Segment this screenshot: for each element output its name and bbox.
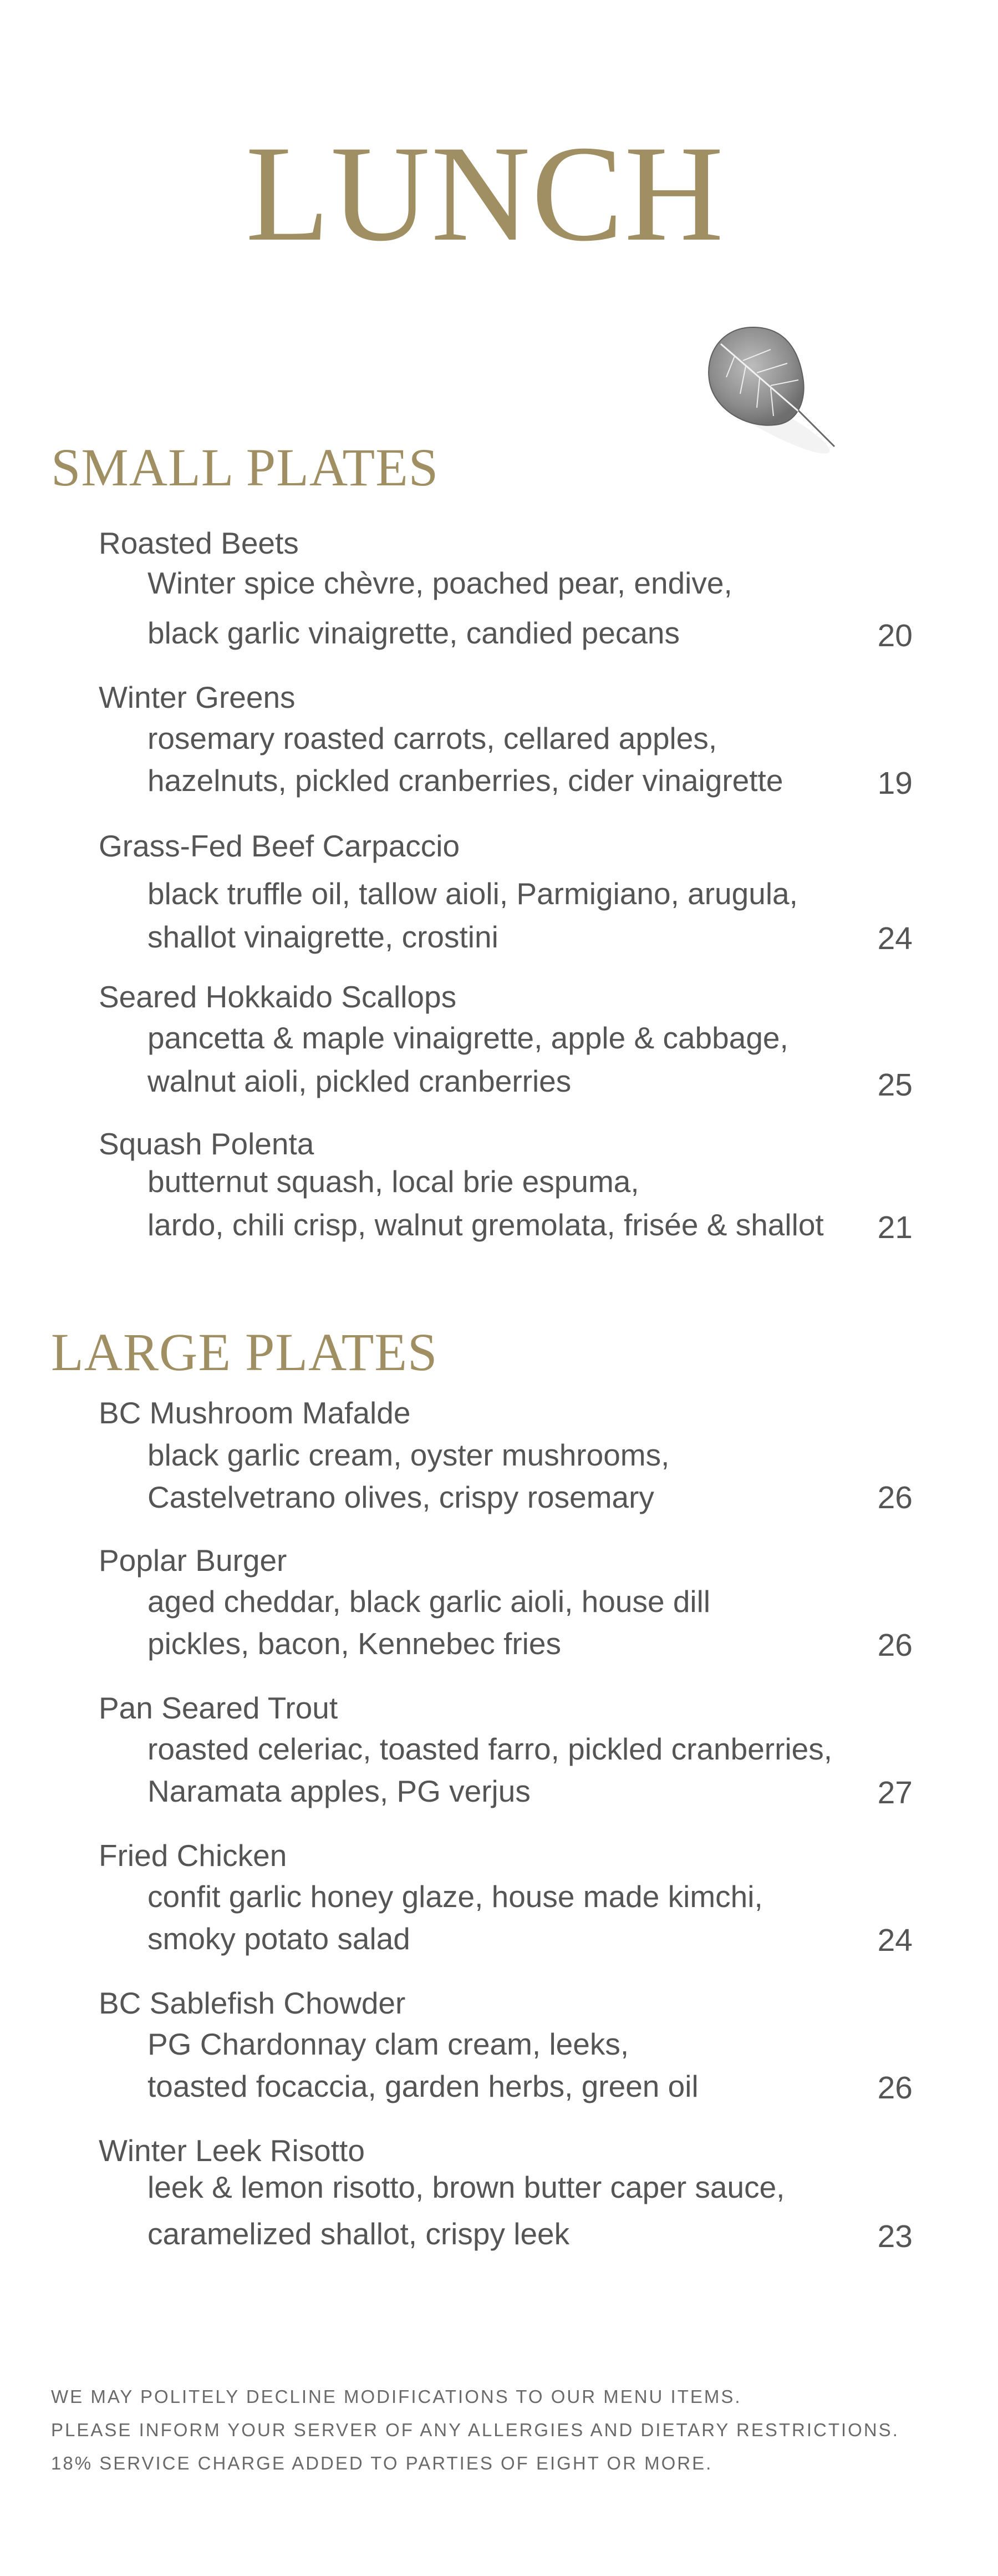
menu-item-description: confit garlic honey glaze, house made kimchi,	[147, 1879, 763, 1914]
menu-item-price: 26	[877, 2070, 913, 2106]
menu-item	[99, 982, 925, 1120]
menu-item-price: 26	[877, 1627, 913, 1663]
menu-item-description: hazelnuts, pickled cranberries, cider vinaigrette	[147, 763, 783, 798]
menu-item-name: Seared Hokkaido Scallops	[99, 980, 457, 1014]
section-heading-large-plates: LARGE PLATES	[51, 1322, 438, 1382]
menu-item-description: black garlic cream, oyster mushrooms,	[147, 1438, 670, 1472]
menu-item-name: Winter Leek Risotto	[99, 2133, 365, 2168]
menu-item-price: 26	[877, 1480, 913, 1515]
menu-item-description: black garlic vinaigrette, candied pecans	[147, 616, 680, 650]
menu-item-description: leek & lemon risotto, brown butter caper sauce,	[147, 2170, 785, 2204]
menu-item-name: Squash Polenta	[99, 1127, 314, 1161]
menu-item	[99, 528, 925, 667]
menu-item	[99, 1693, 925, 1832]
footer-note: PLEASE INFORM YOUR SERVER OF ANY ALLERGIES AND DIETARY RESTRICTIONS.	[51, 2420, 899, 2440]
menu-item-name: BC Mushroom Mafalde	[99, 1396, 411, 1430]
menu-item-name: Grass-Fed Beef Carpaccio	[99, 829, 460, 863]
section-heading-small-plates: SMALL PLATES	[51, 438, 439, 497]
menu-item-description: Castelvetrano olives, crispy rosemary	[147, 1480, 654, 1514]
menu-item	[99, 1988, 925, 2127]
menu-item	[99, 831, 925, 970]
menu-item-price: 24	[877, 1923, 913, 1958]
menu-item-name: Poplar Burger	[99, 1543, 287, 1578]
menu-item-description: caramelized shallot, crispy leek	[147, 2217, 570, 2251]
menu-item	[99, 1545, 925, 1684]
menu-item-price: 25	[877, 1067, 913, 1103]
menu-item-description: walnut aioli, pickled cranberries	[147, 1064, 572, 1098]
menu-item-description: black truffle oil, tallow aioli, Parmigiano, arugula,	[147, 876, 798, 911]
menu-item-price: 23	[877, 2219, 913, 2254]
menu-item-name: Fried Chicken	[99, 1838, 287, 1873]
menu-item	[99, 1129, 925, 1267]
menu-item-description: toasted focaccia, garden herbs, green oil	[147, 2069, 699, 2103]
menu-item-name: Winter Greens	[99, 680, 296, 714]
menu-item-description: butternut squash, local brie espuma,	[147, 1164, 639, 1199]
page-title: LUNCH	[245, 117, 725, 270]
menu-item-price: 19	[877, 765, 913, 801]
menu-item	[99, 682, 925, 821]
menu-item-name: BC Sablefish Chowder	[99, 1986, 406, 2020]
footer-note: 18% SERVICE CHARGE ADDED TO PARTIES OF EIGHT OR MORE.	[51, 2453, 713, 2473]
menu-item-description: lardo, chili crisp, walnut gremolata, frisée & shallot	[147, 1208, 824, 1242]
menu-item-description: shallot vinaigrette, crostini	[147, 920, 498, 954]
menu-item	[99, 1398, 925, 1537]
menu-item-price: 27	[877, 1775, 913, 1811]
menu-item	[99, 1840, 925, 1979]
menu-item-description: smoky potato salad	[147, 1921, 410, 1956]
menu-item-description: Naramata apples, PG verjus	[147, 1774, 531, 1808]
menu-item-description: pancetta & maple vinaigrette, apple & cabbage,	[147, 1021, 788, 1055]
menu-item-description: rosemary roasted carrots, cellared apples,	[147, 721, 717, 755]
aspen-leaf-icon	[688, 311, 870, 477]
menu-item-price: 21	[877, 1210, 913, 1245]
menu-item-description: PG Chardonnay clam cream, leeks,	[147, 2027, 629, 2061]
menu-item-description: aged cheddar, black garlic aioli, house dill	[147, 1584, 711, 1619]
menu-item-price: 24	[877, 921, 913, 956]
menu-item-name: Roasted Beets	[99, 526, 299, 560]
menu-item	[99, 2133, 925, 2274]
footer-note: WE MAY POLITELY DECLINE MODIFICATIONS TO OUR MENU ITEMS.	[51, 2386, 742, 2407]
menu-item-name: Pan Seared Trout	[99, 1691, 338, 1725]
menu-item-description: pickles, bacon, Kennebec fries	[147, 1626, 561, 1661]
menu-item-description: roasted celeriac, toasted farro, pickled cranberries,	[147, 1732, 833, 1766]
menu-item-description: Winter spice chèvre, poached pear, endive,	[147, 566, 732, 600]
menu-item-price: 20	[877, 618, 913, 653]
